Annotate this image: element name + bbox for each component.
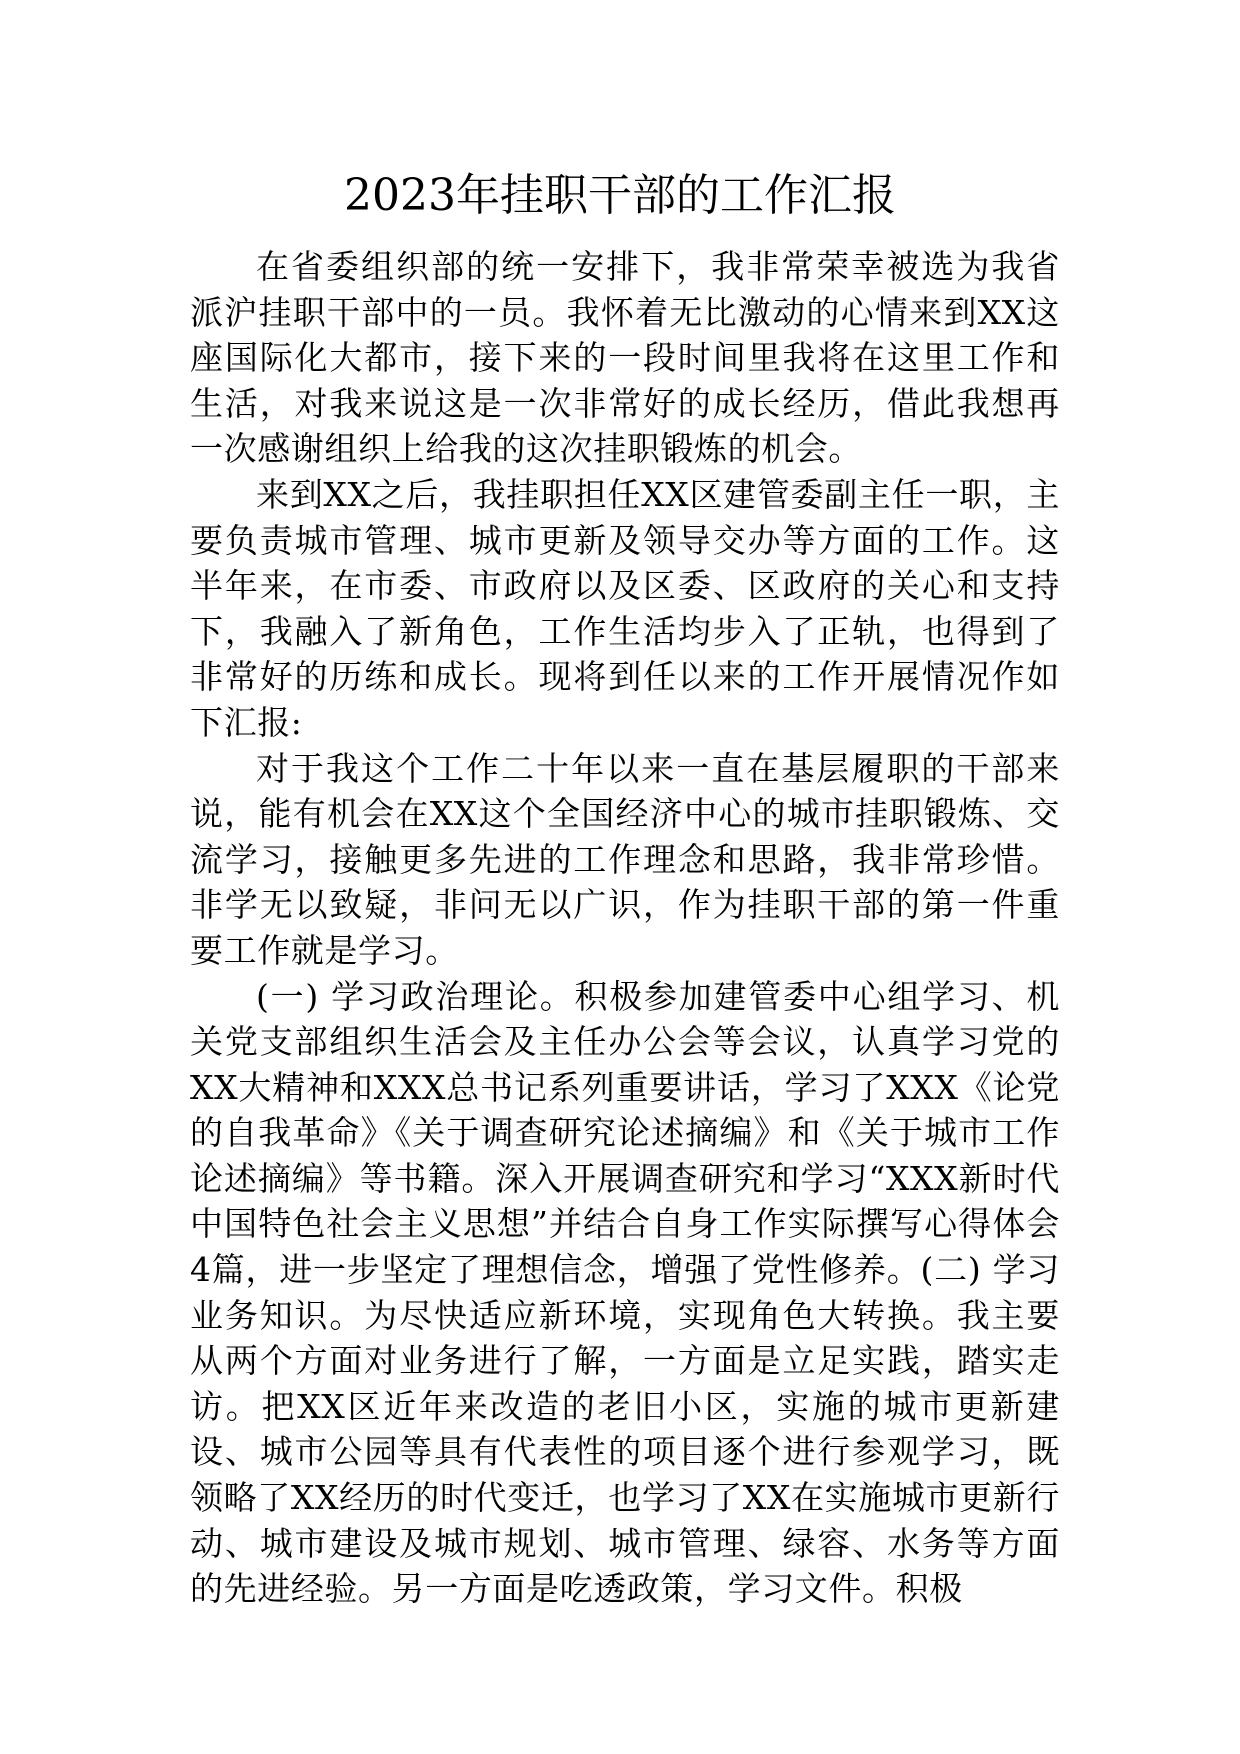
paragraph-learning: 对于我这个工作二十年以来一直在基层履职的干部来说，能有机会在XX这个全国经济中心的城市挂职锻炼、交流学习，接触更多先进的工作理念和思路，我非常珍惜。非学无以致疑，非问无以广识，作为挂职干部的第一件重要工作就是学习。 <box>190 748 1060 970</box>
paragraph-intro: 在省委组织部的统一安排下，我非常荣幸被选为我省派沪挂职干部中的一员。我怀着无比激动的心情来到XX这座国际化大都市，接下来的一段时间里我将在这里工作和生活，对我来说这是一次非常好的成长经历，借此我想再一次感谢组织上给我的这次挂职锻炼的机会。 <box>190 247 1060 469</box>
paragraph-political-theory: (一) 学习政治理论。积极参加建管委中心组学习、机关党支部组织生活会及主任办公会等会议，认真学习党的XX大精神和XXX总书记系列重要讲话，学习了XXX《论党的自我革命》《关于调查研究论述摘编》和《关于城市工作论述摘编》等书籍。深入开展调查研究和学习“XXX新时代中国特色社会主义思想”并结合自身工作实际撰写心得体会4篇，进一步坚定了理想信念，增强了党性修养。(二) 学习业务知识。为尽快适应新环境，实现角色大转换。我主要从两个方面对业务进行了解，一方面是立足实践，踏实走访。把XX区近年来改造的老旧小区，实施的城市更新建设、城市公园等具有代表性的项目逐个进行参观学习，既领略了XX经历的时代变迁，也学习了XX在实施城市更新行动、城市建设及城市规划、城市管理、绿容、水务等方面的先进经验。另一方面是吃透政策，学习文件。积极 <box>190 976 1060 1609</box>
document-body <box>190 244 1060 1612</box>
document-title: 2023年挂职干部的工作汇报 <box>344 170 896 221</box>
paragraph-position: 来到XX之后，我挂职担任XX区建管委副主任一职，主要负责城市管理、城市更新及领导交办等方面的工作。这半年来，在市委、市政府以及区委、区政府的关心和支持下，我融入了新角色，工作生活均步入了正轨，也得到了非常好的历练和成长。现将到任以来的工作开展情况作如下汇报: <box>190 474 1060 742</box>
